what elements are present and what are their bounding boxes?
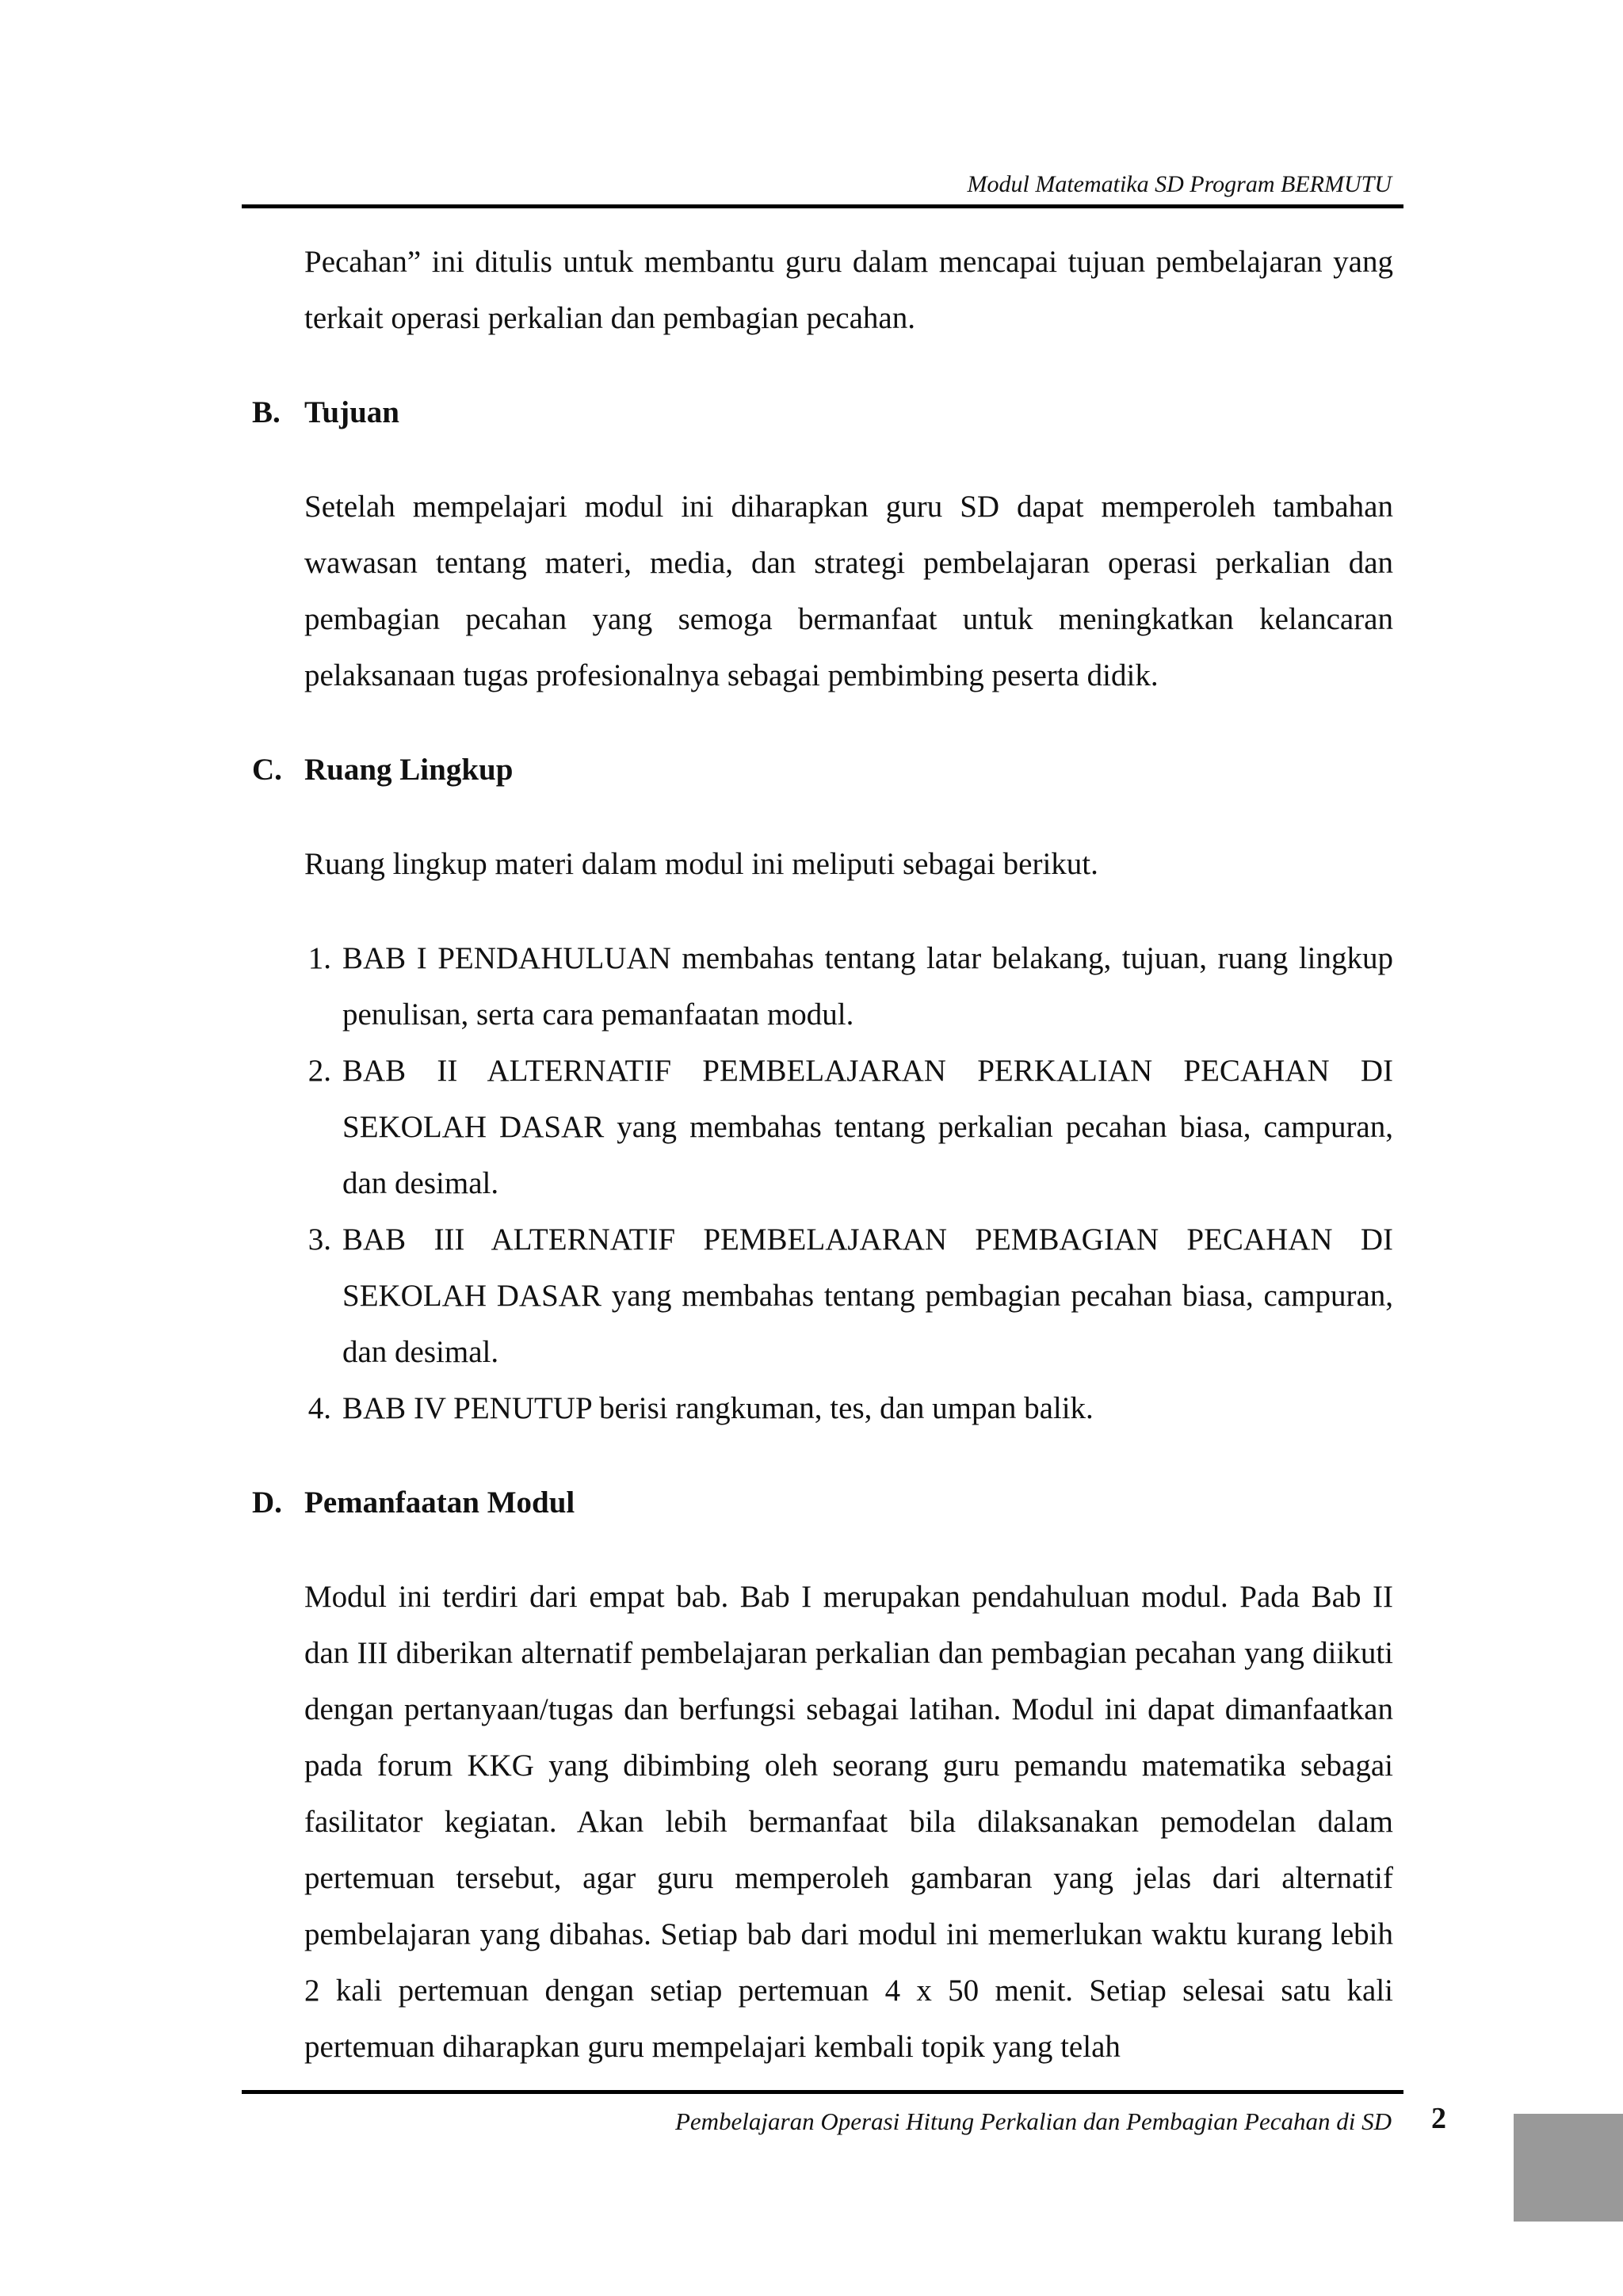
ruang-lingkup-paragraph: Ruang lingkup materi dalam modul ini meliputi sebagai berikut.: [304, 847, 1098, 881]
list-item-number: 4.: [307, 1391, 331, 1425]
tujuan-paragraph: Setelah mempelajari modul ini diharapkan guru SD dapat memperoleh tambahan wawasan tentang materi, media, dan strategi pembelajaran operasi perkalian dan pembagian pecahan yang semoga bermanfaat untuk meningkatkan kelancaran pelaksanaan tugas profesionalnya sebagai pembimbing peserta didik.: [304, 490, 1393, 692]
section-letter: D.: [252, 1486, 282, 1520]
header-divider: [242, 204, 1403, 208]
running-footer: Pembelajaran Operasi Hitung Perkalian dan Pembagian Pecahan di SD: [674, 2107, 1392, 2135]
section-title: Ruang Lingkup: [304, 753, 514, 787]
section-letter: C.: [252, 753, 282, 787]
list-item-text: BAB IV PENUTUP berisi rangkuman, tes, dan umpan balik.: [342, 1391, 1094, 1425]
chapter-list: [252, 930, 1393, 1436]
page-body: [252, 234, 1393, 2075]
section-heading-pemanfaatan-modul: [252, 1474, 1393, 1531]
section-letter: B.: [252, 395, 281, 429]
section-title: Tujuan: [304, 395, 399, 429]
list-item-text: BAB I PENDAHULUAN membahas tentang latar belakang, tujuan, ruang lingkup penulisan, serta cara pemanfaatan modul.: [342, 941, 1393, 1032]
page-edge-tab: [1514, 2114, 1623, 2222]
list-item-number: 1.: [307, 941, 331, 975]
section-title: Pemanfaatan Modul: [304, 1486, 575, 1520]
intro-paragraph: Pecahan” ini ditulis untuk membantu guru dalam mencapai tujuan pembelajaran yang terkait operasi perkalian dan pembagian pecahan.: [304, 245, 1393, 335]
running-header: Modul Matematika SD Program BERMUTU: [967, 171, 1392, 197]
list-item-text: BAB II ALTERNATIF PEMBELAJARAN PERKALIAN PECAHAN DI SEKOLAH DASAR yang membahas tentang perkalian pecahan biasa, campuran, dan desimal.: [342, 1054, 1393, 1200]
list-item-number: 2.: [307, 1054, 331, 1088]
list-item: [252, 930, 1393, 1043]
section-heading-tujuan: [252, 384, 1393, 441]
footer-divider: [242, 2090, 1403, 2094]
section-heading-ruang-lingkup: [252, 742, 1393, 798]
list-item-text: BAB III ALTERNATIF PEMBELAJARAN PEMBAGIAN PECAHAN DI SEKOLAH DASAR yang membahas tentang pembagian pecahan biasa, campuran, dan desimal.: [342, 1222, 1393, 1369]
list-item-number: 3.: [307, 1222, 331, 1257]
list-item: [252, 1043, 1393, 1211]
page-number: 2: [1431, 2102, 1446, 2135]
pemanfaatan-paragraph: Modul ini terdiri dari empat bab. Bab I merupakan pendahuluan modul. Pada Bab II dan III diberikan alternatif pembelajaran perkalian dan pembagian pecahan yang diikuti dengan pertanyaan/tugas dan berfungsi sebagai latihan. Modul ini dapat dimanfaatkan pada forum KKG yang dibimbing oleh seorang guru pemandu matematika sebagai fasilitator kegiatan. Akan lebih bermanfaat bila dilaksanakan pemodelan dalam pertemuan tersebut, agar guru memperoleh gambaran yang jelas dari alternatif pembelajaran yang dibahas. Setiap bab dari modul ini memerlukan waktu kurang lebih 2 kali pertemuan dengan setiap pertemuan 4 x 50 menit. Setiap selesai satu kali pertemuan diharapkan guru mempelajari kembali topik yang telah: [304, 1580, 1393, 2064]
list-item: [252, 1211, 1393, 1380]
list-item: [252, 1380, 1393, 1436]
